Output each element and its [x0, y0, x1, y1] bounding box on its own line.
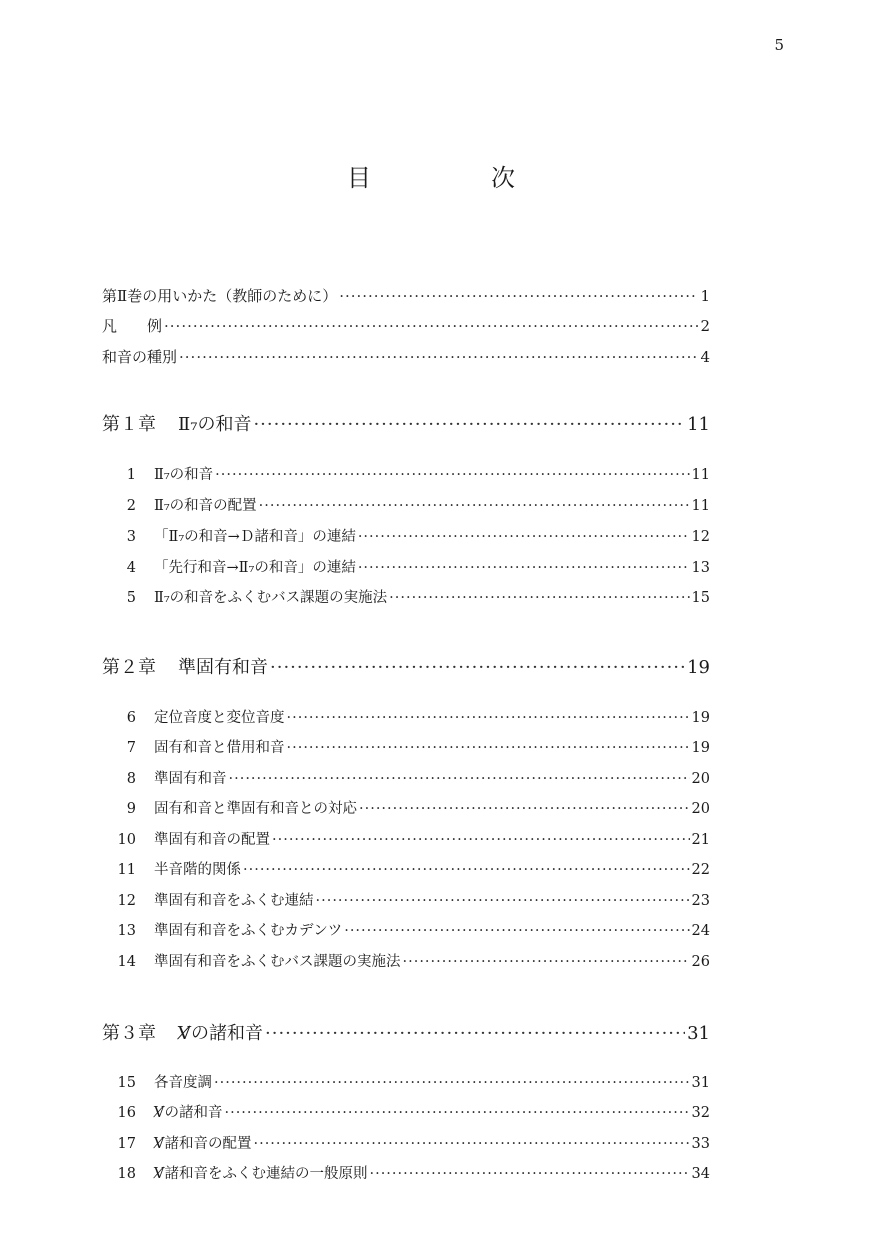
entry-page: 19	[691, 710, 710, 726]
section-number: 17	[117, 1136, 136, 1152]
leader-dots	[179, 348, 698, 366]
chapter-label: 第３章	[102, 1023, 156, 1044]
leader-dots	[270, 657, 685, 678]
section-number: 15	[117, 1075, 136, 1091]
entry-page: 4	[700, 348, 710, 366]
entry-page: 20	[691, 771, 710, 787]
entry-text: 凡 例	[102, 317, 163, 335]
section-text: 準固有和音をふくむバス課題の実施法	[154, 954, 401, 970]
section-number: 8	[126, 771, 136, 787]
leader-dots	[403, 954, 690, 970]
leader-dots	[215, 467, 689, 483]
leader-dots	[259, 498, 690, 514]
toc-section[interactable]	[114, 525, 710, 546]
toc-section[interactable]	[114, 950, 710, 971]
section-number: 9	[126, 801, 136, 817]
toc-chapter-1[interactable]	[102, 410, 710, 436]
entry-text: 和音の種別	[102, 348, 178, 366]
leader-dots	[287, 740, 690, 756]
section-number: 12	[117, 893, 136, 909]
section-number: 18	[117, 1166, 136, 1182]
toc-section[interactable]	[114, 889, 710, 910]
leader-dots	[389, 590, 689, 606]
entry-page: 11	[691, 498, 710, 514]
leader-dots	[253, 414, 685, 435]
section-number: 2	[126, 498, 136, 514]
entry-page: 33	[691, 1136, 710, 1152]
chapter-title: 準固有和音	[178, 657, 268, 678]
section-text: 固有和音と借用和音	[154, 740, 285, 756]
section-text: 準固有和音をふくむカデンツ	[154, 923, 343, 939]
section-number: 7	[126, 740, 136, 756]
toc-section[interactable]	[114, 919, 710, 940]
section-number: 16	[117, 1105, 136, 1121]
leader-dots	[316, 893, 690, 909]
section-text: 「Ⅱ₇の和音→Ｄ諸和音」の連結	[154, 529, 356, 545]
toc-section[interactable]	[114, 858, 710, 879]
chapter-label: 第２章	[102, 657, 156, 678]
toc-section[interactable]	[114, 463, 710, 484]
entry-page: 32	[691, 1105, 710, 1121]
toc-section[interactable]	[114, 1162, 710, 1183]
section-number: 14	[117, 954, 136, 970]
section-text: Ⅱ₇の和音の配置	[154, 498, 257, 514]
entry-text: 第Ⅱ巻の用いかた（教師のために）	[102, 287, 338, 305]
toc-section[interactable]	[114, 1071, 710, 1092]
leader-dots	[272, 832, 690, 848]
leader-dots	[359, 801, 690, 817]
toc-section[interactable]	[114, 586, 710, 607]
toc-section[interactable]	[114, 1132, 710, 1153]
chapter-title: Ⅱ₇の和音	[178, 414, 252, 435]
entry-page: 2	[700, 317, 710, 335]
leader-dots	[265, 1023, 685, 1044]
entry-page: 24	[691, 923, 710, 939]
section-number: 1	[126, 467, 136, 483]
page-title: 目 次	[347, 164, 563, 192]
section-text: 固有和音と準固有和音との対応	[154, 801, 357, 817]
chapter-label: 第１章	[102, 414, 156, 435]
leader-dots	[358, 560, 690, 576]
toc-chapter-2[interactable]	[102, 653, 710, 679]
toc-section[interactable]	[114, 556, 710, 577]
entry-page: 31	[691, 1075, 710, 1091]
chapter-title: Ⅴ̸の諸和音	[178, 1023, 263, 1044]
toc-section[interactable]	[114, 1101, 710, 1122]
section-number: 11	[117, 862, 136, 878]
section-text: Ⅱ₇の和音をふくむバス課題の実施法	[154, 590, 388, 606]
leader-dots	[253, 1136, 689, 1152]
section-number: 6	[126, 710, 136, 726]
entry-page: 26	[691, 954, 710, 970]
section-text: Ⅴ̸諸和音をふくむ連結の一般原則	[154, 1166, 368, 1182]
entry-page: 12	[691, 529, 710, 545]
section-number: 13	[117, 923, 136, 939]
toc-chapter-3[interactable]	[102, 1019, 710, 1045]
section-text: Ⅱ₇の和音	[154, 467, 214, 483]
section-number: 5	[126, 590, 136, 606]
toc-section[interactable]	[114, 828, 710, 849]
section-text: 各音度調	[154, 1075, 212, 1091]
page-number: 5	[774, 36, 784, 54]
section-text: 「先行和音→Ⅱ₇の和音」の連結	[154, 560, 356, 576]
toc-section[interactable]	[114, 494, 710, 515]
leader-dots	[164, 317, 698, 335]
section-number: 4	[126, 560, 136, 576]
toc-entry-front[interactable]	[102, 346, 710, 367]
section-text: 準固有和音の配置	[154, 832, 270, 848]
entry-page: 23	[691, 893, 710, 909]
toc-section[interactable]	[114, 706, 710, 727]
section-text: Ⅴ̸の諸和音	[154, 1105, 223, 1121]
entry-page: 11	[691, 467, 710, 483]
toc-entry-front[interactable]	[102, 315, 710, 336]
entry-page: 19	[691, 740, 710, 756]
leader-dots	[214, 1075, 690, 1091]
toc-section[interactable]	[114, 797, 710, 818]
entry-page: 11	[687, 414, 710, 435]
leader-dots	[339, 287, 698, 305]
leader-dots	[358, 529, 690, 545]
section-text: Ⅴ̸諸和音の配置	[154, 1136, 252, 1152]
section-text: 準固有和音をふくむ連結	[154, 893, 314, 909]
leader-dots	[287, 710, 690, 726]
section-text: 半音階的関係	[154, 862, 241, 878]
section-text: 準固有和音	[154, 771, 227, 787]
section-number: 10	[117, 832, 136, 848]
leader-dots	[224, 1105, 689, 1121]
toc-entry-front[interactable]	[102, 285, 710, 306]
toc-section[interactable]	[114, 767, 710, 788]
leader-dots	[229, 771, 690, 787]
section-number: 3	[126, 529, 136, 545]
entry-page: 22	[691, 862, 710, 878]
toc-section[interactable]	[114, 736, 710, 757]
entry-page: 1	[700, 287, 710, 305]
leader-dots	[344, 923, 689, 939]
entry-page: 13	[691, 560, 710, 576]
section-text: 定位音度と変位音度	[154, 710, 285, 726]
entry-page: 19	[687, 657, 710, 678]
entry-page: 34	[691, 1166, 710, 1182]
entry-page: 15	[691, 590, 710, 606]
leader-dots	[369, 1166, 689, 1182]
leader-dots	[243, 862, 690, 878]
entry-page: 20	[691, 801, 710, 817]
entry-page: 31	[687, 1023, 710, 1044]
entry-page: 21	[691, 832, 710, 848]
